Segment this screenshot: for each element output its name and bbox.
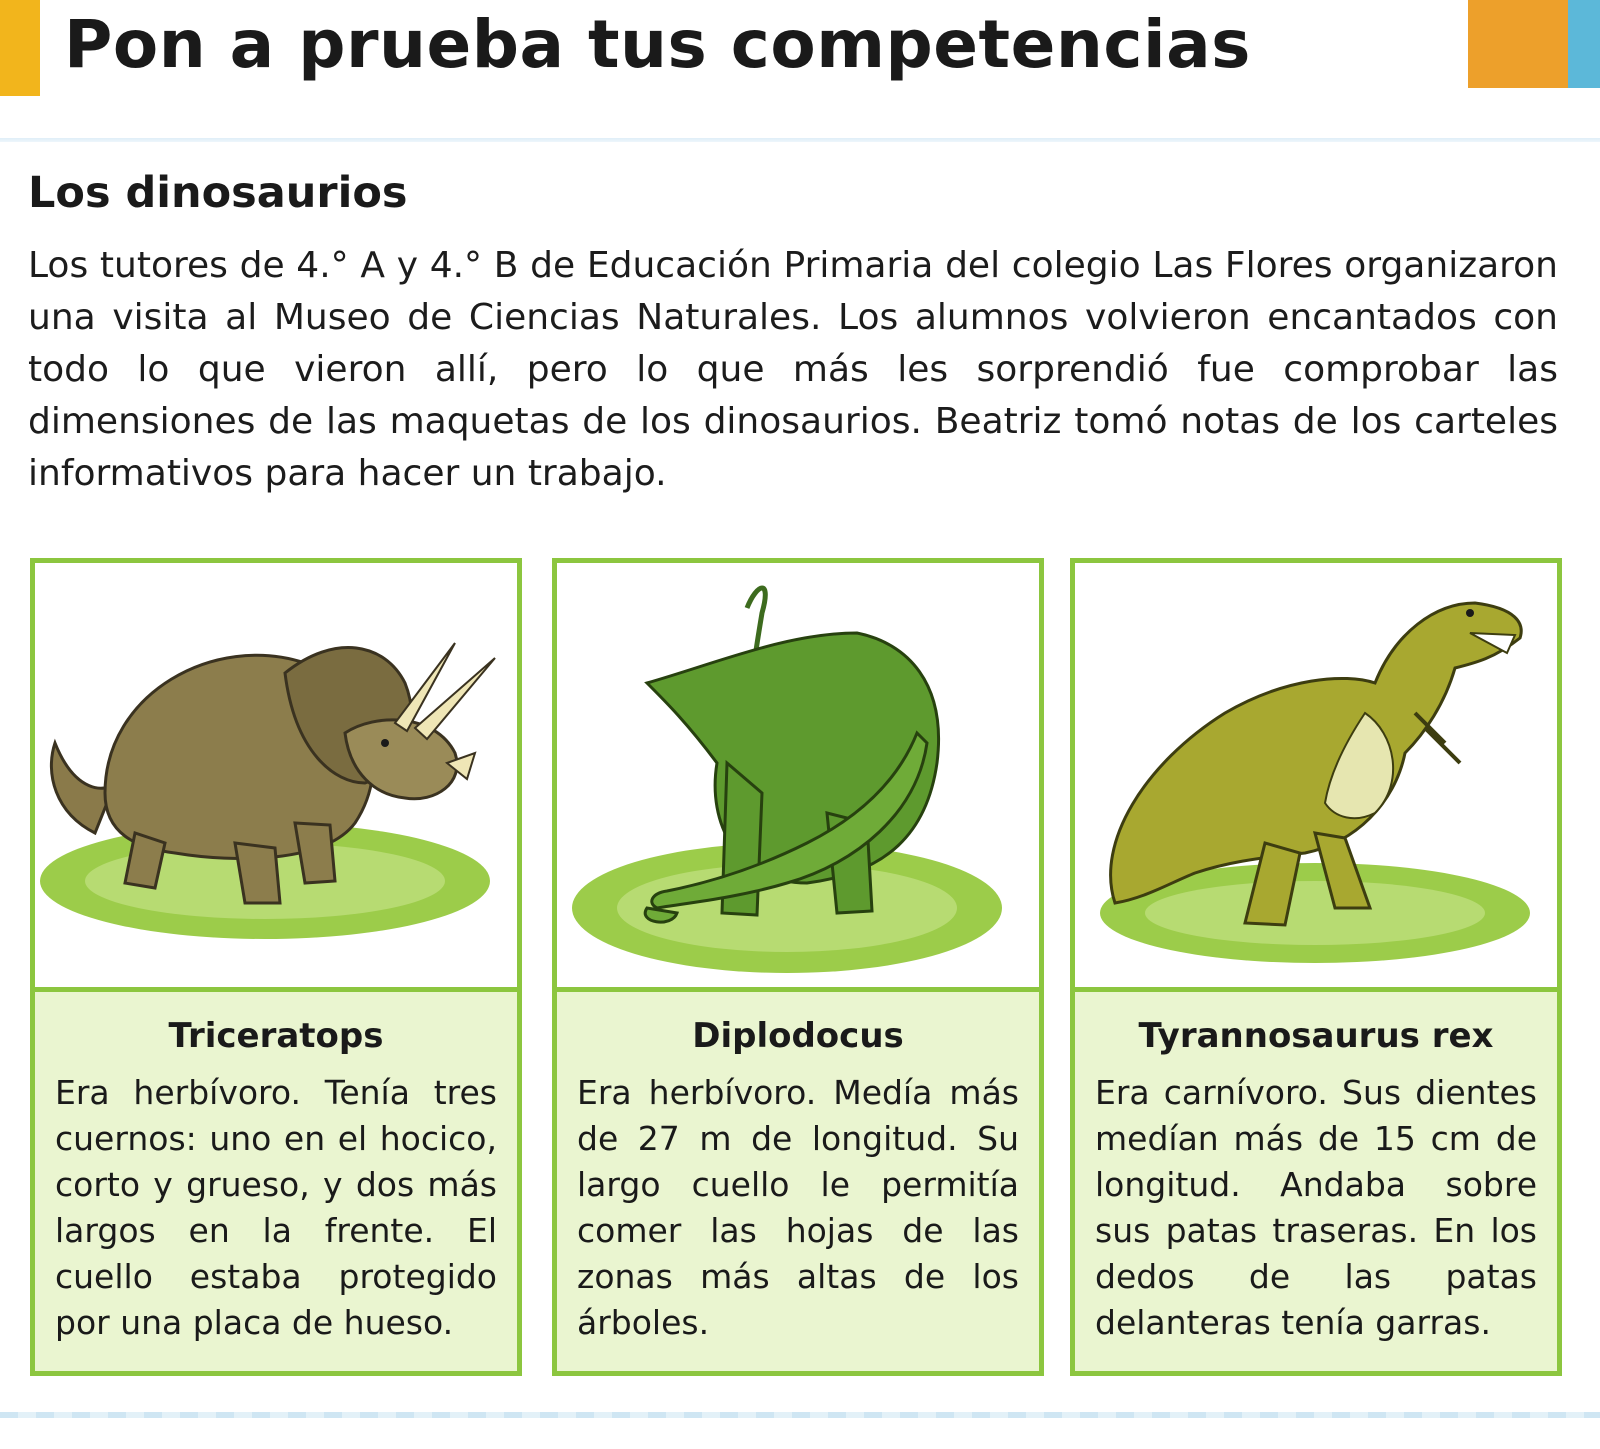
card-text-triceratops: Era herbívoro. Tenía tres cuernos: uno en el hocico, corto y grueso, y dos más largos en la frente. El cuello estaba protegido por una placa de hueso. xyxy=(55,1073,497,1342)
card-text-tyrannosaurus: Era carnívoro. Sus dientes medían más de 15 cm de longitud. Andaba sobre sus patas traseras. En los dedos de las patas delanteras tenía garras. xyxy=(1095,1073,1537,1342)
diplodocus-illustration xyxy=(557,563,1039,987)
tyrannosaurus-info xyxy=(1075,987,1557,1371)
section-title: Los dinosaurios xyxy=(28,168,408,218)
card-title-triceratops: Triceratops xyxy=(168,1016,384,1056)
dinosaur-card-diplodocus xyxy=(552,558,1044,1376)
page-title: Pon a prueba tus competencias xyxy=(64,6,1251,83)
intro-paragraph: Los tutores de 4.° A y 4.° B de Educación Primaria del colegio Las Flores organizaron una visita al Museo de Ciencias Naturales. Los alumnos volvieron encantados con todo lo que vieron allí, pero lo que más les sorprendió fue comprobar las dimensiones de las maquetas de los dinosaurios. Beatriz tomó notas de los carteles informativos para hacer un trabajo. xyxy=(28,245,1558,494)
card-title-diplodocus: Diplodocus xyxy=(692,1016,904,1056)
triceratops-illustration xyxy=(35,563,517,987)
tyrannosaurus-illustration xyxy=(1075,563,1557,987)
header-stripe-right-blue xyxy=(1568,0,1600,88)
diplodocus-info xyxy=(557,987,1039,1371)
dinosaur-card-triceratops xyxy=(30,558,522,1376)
card-title-tyrannosaurus: Tyrannosaurus rex xyxy=(1138,1016,1494,1056)
triceratops-info xyxy=(35,987,517,1371)
footer-wave-divider xyxy=(0,1412,1600,1418)
card-text-diplodocus: Era herbívoro. Medía más de 27 m de longitud. Su largo cuello le permitía comer las hojas de las zonas más altas de los árboles. xyxy=(577,1073,1019,1342)
header-divider xyxy=(0,138,1600,142)
dinosaur-card-tyrannosaurus xyxy=(1070,558,1562,1376)
header-stripe-right xyxy=(1468,0,1568,88)
header-stripe-left xyxy=(0,0,40,96)
